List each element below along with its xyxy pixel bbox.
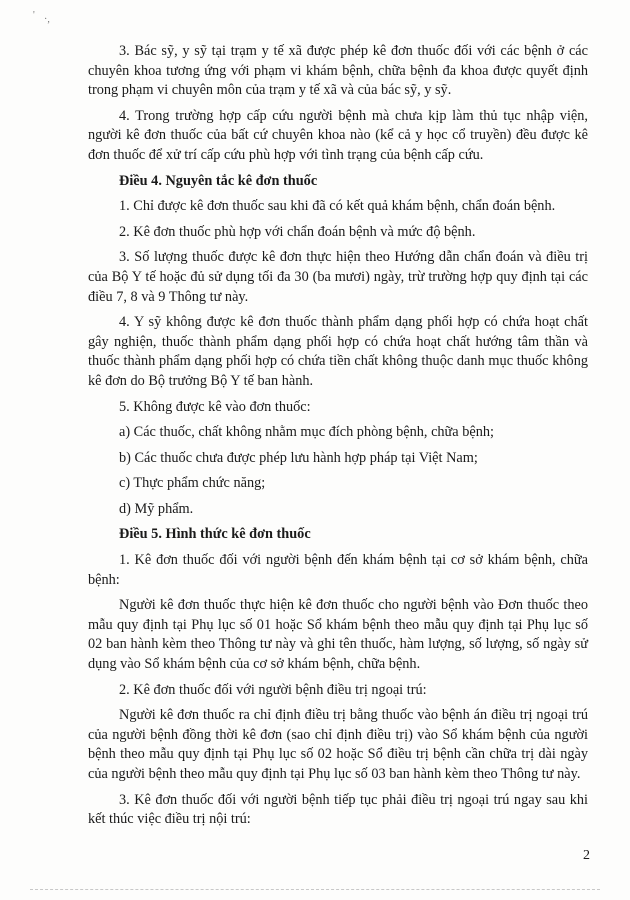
paragraph: 2. Kê đơn thuốc phù hợp với chẩn đoán bệnh và mức độ bệnh. xyxy=(119,223,476,240)
paragraph: 3. Số lượng thuốc được kê đơn thực hiện theo Hướng dẫn chẩn đoán và điều trị của Bộ Y tế hoặc đủ sử dụng tối đa 30 (ba mươi) ngày, trừ trường hợp quy định tại các điều 7, 8 và 9 Thông tư này. xyxy=(88,249,588,305)
list-item: 5. Không được kê vào đơn thuốc: xyxy=(119,398,311,415)
list-item: a) Các thuốc, chất không nhằm mục đích phòng bệnh, chữa bệnh; xyxy=(119,424,494,441)
paragraph: 1. Chỉ được kê đơn thuốc sau khi đã có kết quả khám bệnh, chẩn đoán bệnh. xyxy=(119,198,556,215)
page-number: 2 xyxy=(583,848,590,863)
paragraph: 2. Kê đơn thuốc đối với người bệnh điều trị ngoại trú: xyxy=(119,681,427,698)
paragraph: 4. Y sỹ không được kê đơn thuốc thành phẩm dạng phối hợp có chứa hoạt chất gây nghiện, thuốc thành phẩm dạng phối hợp có chứa hoạt chất hướng tâm thần và thuốc thành phẩm dạng phối hợp có chứa tiền chất không thuộc danh mục thuốc không kê đơn do Bộ trưởng Bộ Y tế ban hành. xyxy=(88,314,588,389)
page-bottom-divider xyxy=(30,889,600,891)
scan-mark: ·, xyxy=(44,14,50,25)
paragraph: 3. Kê đơn thuốc đối với người bệnh tiếp tục phải điều trị ngoại trú ngay sau khi kết thúc việc điều trị nội trú: xyxy=(88,791,588,828)
document-body xyxy=(88,42,588,836)
paragraph: Người kê đơn thuốc thực hiện kê đơn thuốc cho người bệnh vào Đơn thuốc theo mẫu quy định tại Phụ lục số 01 hoặc Sổ khám bệnh theo mẫu quy định tại Phụ lục số 02 ban hành kèm theo Thông tư này và ghi tên thuốc, hàm lượng, số lượng, số ngày sử dụng vào Sổ khám bệnh của cơ sở khám bệnh, chữa bệnh. xyxy=(88,597,588,673)
article-heading: Điều 4. Nguyên tắc kê đơn thuốc xyxy=(119,172,318,189)
paragraph: 3. Bác sỹ, y sỹ tại trạm y tế xã được phép kê đơn thuốc đối với các bệnh ở các chuyên khoa tương ứng với phạm vi khám bệnh, chữa bệnh đa khoa được quyết định trong phạm vi chuyên môn của trạm y tế xã và của bác sỹ, y sỹ. xyxy=(88,43,588,99)
article-heading: Điều 5. Hình thức kê đơn thuốc xyxy=(119,526,311,543)
paragraph: 4. Trong trường hợp cấp cứu người bệnh mà chưa kịp làm thủ tục nhập viện, người kê đơn thuốc của bất cứ chuyên khoa nào (kể cả y học cổ truyền) đều được kê đơn thuốc để xử trí cấp cứu phù hợp với tình trạng của bệnh cấp cứu. xyxy=(88,107,588,163)
list-item: c) Thực phẩm chức năng; xyxy=(119,475,266,492)
scan-mark: ' xyxy=(33,10,35,21)
list-item: b) Các thuốc chưa được phép lưu hành hợp pháp tại Việt Nam; xyxy=(119,449,478,466)
list-item: d) Mỹ phẩm. xyxy=(119,500,194,517)
paragraph: 1. Kê đơn thuốc đối với người bệnh đến khám bệnh tại cơ sở khám bệnh, chữa bệnh: xyxy=(88,552,588,588)
paragraph: Người kê đơn thuốc ra chỉ định điều trị bằng thuốc vào bệnh án điều trị ngoại trú của người bệnh đồng thời kê đơn (sao chỉ định điều trị) vào Sổ khám bệnh của người bệnh theo mẫu quy định tại Phụ lục số 02 hoặc Sổ điều trị bệnh cần chữa trị dài ngày của người bệnh theo mẫu quy định tại Phụ lục số 03 ban hành kèm theo Thông tư này. xyxy=(88,707,588,782)
